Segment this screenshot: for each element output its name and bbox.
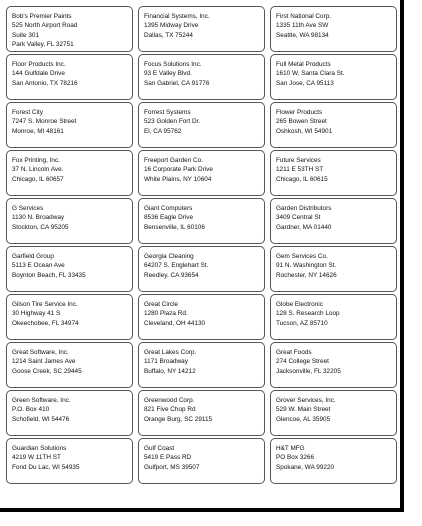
label-street: 37 N. Lincoln Ave. [12, 166, 64, 174]
label-city: Stockton, CA 95205 [12, 223, 69, 231]
address-label [6, 102, 133, 148]
label-city: White Plains, NY 10604 [144, 175, 212, 183]
address-label [6, 294, 133, 340]
label-city: Dallas, TX 75244 [144, 31, 193, 39]
label-name: Great Software, Inc. [12, 349, 69, 356]
label-street: 1130 N. Broadway [12, 214, 65, 222]
label-name: Gem Services Co. [276, 253, 328, 260]
address-label [270, 390, 397, 436]
label-city: Chicago, IL 60615 [276, 175, 328, 183]
label-name: Gulf Coast [144, 445, 175, 452]
label-city: San Gabriel, CA 91776 [144, 79, 210, 87]
label-city: Reedley, CA 93654 [144, 271, 199, 279]
label-street: 1171 Broadway [144, 358, 188, 366]
label-street: 5113 E Ocean Ave [12, 262, 65, 270]
address-label [6, 246, 133, 292]
label-city: Fond Du Lac, WI 54935 [12, 463, 80, 471]
label-name: First National Corp. [276, 13, 332, 20]
label-city: Rochester, NY 14626 [276, 271, 337, 279]
label-street: 30 Highway 41 S [12, 310, 61, 318]
label-city: Goose Creek, SC 29445 [12, 367, 82, 375]
address-label [270, 150, 397, 196]
address-label [270, 246, 397, 292]
label-street: 1211 E 53TH ST [276, 166, 324, 174]
address-label [270, 342, 397, 388]
address-label [138, 102, 265, 148]
label-city: San Jose, CA 95113 [276, 79, 334, 87]
label-street: 144 Gulfdale Drive [12, 70, 65, 78]
label-street: 523 Golden Fort Dr. [144, 118, 201, 126]
label-name: Green Software, Inc. [12, 397, 71, 404]
label-name: G Services [12, 205, 44, 212]
label-city: Bensenville, IL 60106 [144, 223, 205, 231]
label-name: Garfield Group [12, 253, 54, 260]
address-label [6, 198, 133, 244]
label-name: Forrest Systems [144, 109, 191, 116]
label-name: H&T MFG [276, 445, 305, 452]
label-street: 265 Bowen Street [276, 118, 327, 126]
address-label [138, 438, 265, 484]
address-label [270, 54, 397, 100]
address-label [270, 198, 397, 244]
label-city: Park Valley, FL 32751 [12, 41, 74, 49]
address-label [270, 102, 397, 148]
label-name: Flower Products [276, 109, 323, 116]
label-name: Forest City [12, 109, 43, 116]
label-street: 4219 W 11TH ST [12, 454, 61, 462]
address-label [138, 198, 265, 244]
label-name: Globe Electronic [276, 301, 323, 308]
address-label [6, 342, 133, 388]
address-label [270, 294, 397, 340]
label-name: Great Foods [276, 349, 312, 356]
label-street: 16 Corporate Park Drive [144, 166, 213, 174]
label-name: Grover Services, Inc. [276, 397, 336, 404]
label-name: Great Lakes Corp. [144, 349, 197, 356]
label-city: Tucson, AZ 85710 [276, 319, 328, 327]
label-name: Bob's Premier Paints [12, 13, 72, 20]
address-label [6, 438, 133, 484]
label-street: 5419 E Pass RD [144, 454, 192, 462]
label-street: 1610 W. Santa Clara St. [276, 70, 345, 78]
label-street: 64207 S. Englehart St. [144, 262, 209, 270]
label-city: Seattle, WA 98134 [276, 31, 329, 39]
label-name: Gilson Tire Service Inc. [12, 301, 78, 308]
label-name: Georgia Cleaning [144, 253, 194, 260]
label-city: El, CA 95762 [144, 127, 182, 135]
label-street: 128 S. Research Loop [276, 310, 340, 318]
label-city: Spokane, WA 99220 [276, 463, 335, 471]
label-street: 7247 S. Monroe Street [12, 118, 77, 126]
label-street: 1335 11th Ave SW [276, 22, 329, 30]
label-street: 91 N. Washington St. [276, 262, 337, 270]
label-city: Jacksonville, FL 32205 [276, 367, 341, 375]
label-city: Schofield, WI 54476 [12, 415, 70, 423]
label-street: 274 College Street [276, 358, 329, 366]
label-street: 1280 Plaza Rd. [144, 310, 188, 318]
label-city: Buffalo, NY 14212 [144, 367, 196, 375]
label-street: 821 Five Chop Rd [144, 406, 196, 414]
label-city: Oshkosh, WI 54901 [276, 127, 333, 135]
label-suite: Suite 301 [12, 31, 40, 39]
address-label [138, 390, 265, 436]
label-street: 1395 Midway Drive [144, 22, 199, 30]
address-label [270, 438, 397, 484]
label-street: 8536 Eagle Drive [144, 214, 194, 222]
address-label [138, 246, 265, 292]
label-name: Focus Solutions Inc. [144, 61, 202, 68]
label-city: Boynton Beach, FL 33435 [12, 271, 86, 279]
label-city: Cleveland, OH 44130 [144, 319, 206, 327]
label-name: Great Circle [144, 301, 179, 308]
label-street: 93 E Valley Blvd. [144, 70, 192, 78]
label-street: 3409 Central St [276, 214, 321, 222]
address-label [6, 390, 133, 436]
label-street: 1214 Saint James Ave [12, 358, 76, 366]
label-name: Floor Products Inc. [12, 61, 66, 68]
label-name: Guardian Solutions [12, 445, 67, 452]
label-street: P.O. Box 410 [12, 406, 50, 414]
address-label [138, 54, 265, 100]
label-street: 525 North Airport Road [12, 22, 78, 30]
label-city: Okeechobee, FL 34974 [12, 319, 79, 327]
label-name: Financial Systems, Inc. [144, 13, 210, 20]
label-name: Garden Distributors [276, 205, 332, 212]
label-name: Giant Computers [144, 205, 193, 212]
label-city: Chicago, IL 60657 [12, 175, 64, 183]
label-street: 529 W. Main Street [276, 406, 331, 414]
address-label [138, 6, 265, 52]
address-label [6, 150, 133, 196]
label-city: Glencoe, AL 35905 [276, 415, 331, 423]
address-label [138, 342, 265, 388]
label-city: Monroe, MI 48161 [12, 127, 64, 135]
address-label [6, 54, 133, 100]
label-name: Future Services [276, 157, 321, 164]
label-name: Full Metal Products [276, 61, 331, 68]
address-label [270, 6, 397, 52]
label-city: Gulfport, MS 39507 [144, 463, 200, 471]
label-street: PO Box 3266 [276, 454, 315, 462]
label-name: Freeport Garden Co. [144, 157, 203, 164]
label-grid [6, 6, 398, 484]
label-city: San Antonio, TX 78216 [12, 79, 78, 87]
label-city: Gardner, MA 01440 [276, 223, 332, 231]
address-label [138, 150, 265, 196]
address-label [138, 294, 265, 340]
label-name: Fox Printing, Inc. [12, 157, 60, 164]
label-name: Greenwood Corp. [144, 397, 195, 404]
address-label [6, 6, 133, 52]
label-city: Orange Burg, SC 29115 [144, 415, 213, 423]
